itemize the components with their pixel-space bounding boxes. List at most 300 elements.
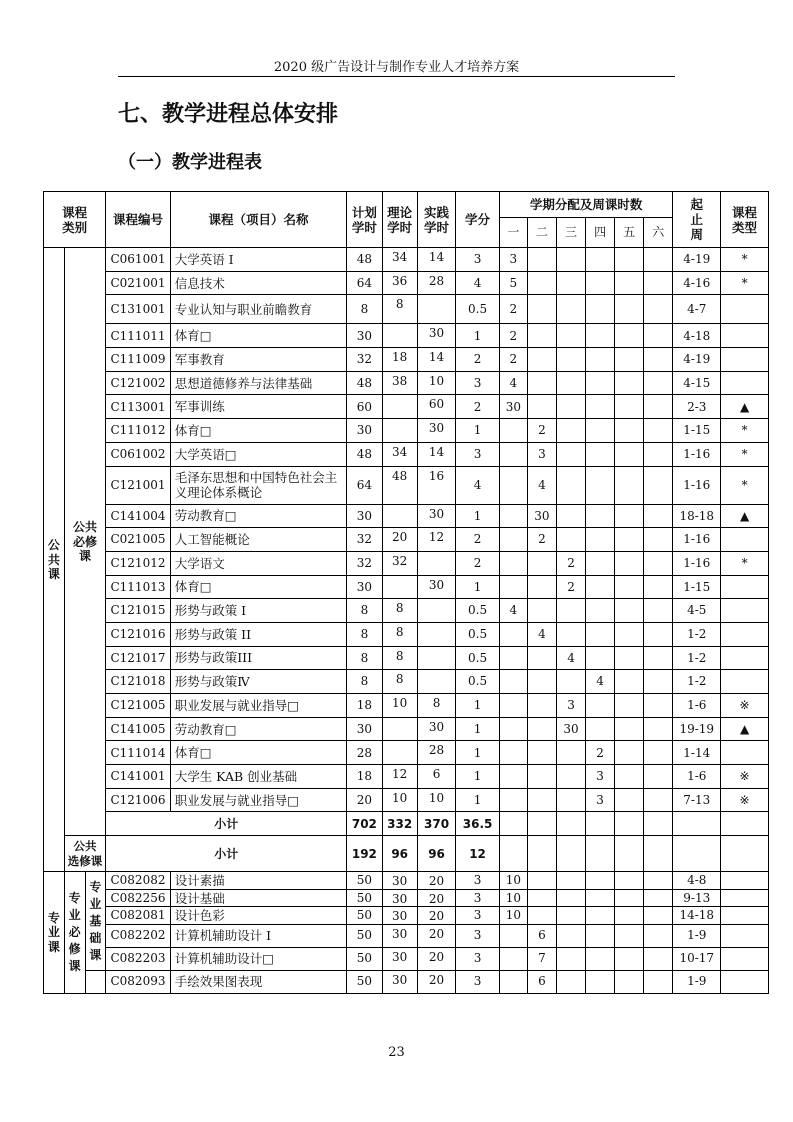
course-type-mark — [721, 599, 769, 623]
semester-hours — [586, 295, 615, 324]
course-type-mark: ▲ — [721, 395, 769, 419]
semester-hours: 6 — [527, 924, 556, 947]
header-practice-hours: 实践 学时 — [417, 192, 455, 248]
semester-hours — [556, 889, 585, 906]
course-name: 大学英语 I — [170, 248, 347, 272]
semester-hours — [644, 741, 673, 765]
theory-hours: 36 — [382, 271, 417, 295]
semester-hours — [556, 670, 585, 694]
week-range: 2-3 — [673, 395, 721, 419]
course-type-mark — [721, 528, 769, 552]
semester-hours — [615, 970, 644, 993]
week-range: 1-6 — [673, 765, 721, 789]
table-row — [44, 646, 769, 670]
course-name: 信息技术 — [170, 271, 347, 295]
category-major: 专 业 课 — [44, 872, 65, 993]
semester-hours — [615, 419, 644, 443]
course-type-mark — [721, 924, 769, 947]
theory-hours: 8 — [382, 622, 417, 646]
course-name: 大学生 KAB 创业基础 — [170, 765, 347, 789]
practice-hours — [417, 670, 455, 694]
theory-hours: 30 — [382, 907, 417, 924]
teaching-schedule-table — [43, 191, 769, 994]
course-code: C061002 — [106, 442, 170, 466]
theory-hours: 12 — [382, 765, 417, 789]
course-code: C082203 — [106, 947, 170, 970]
practice-hours: 28 — [417, 741, 455, 765]
practice-hours: 14 — [417, 442, 455, 466]
semester-hours — [586, 248, 615, 272]
practice-hours — [417, 622, 455, 646]
semester-hours — [615, 442, 644, 466]
header-course-type: 课程 类型 — [721, 192, 769, 248]
course-name: 形势与政策III — [170, 646, 347, 670]
course-code: C121015 — [106, 599, 170, 623]
practice-hours: 30 — [417, 324, 455, 348]
semester-hours — [615, 395, 644, 419]
course-name: 体育□ — [170, 324, 347, 348]
credit: 1 — [456, 504, 500, 528]
semester-hours — [644, 466, 673, 504]
week-range: 4-18 — [673, 324, 721, 348]
plan-hours: 50 — [347, 889, 382, 906]
semester-hours — [644, 889, 673, 906]
week-range: 1-15 — [673, 419, 721, 443]
semester-hours — [527, 907, 556, 924]
table-row — [44, 947, 769, 970]
credit: 0.5 — [456, 295, 500, 324]
semester-hours — [499, 717, 527, 741]
week-range: 4-19 — [673, 248, 721, 272]
semester-hours — [499, 970, 527, 993]
semester-hours — [586, 419, 615, 443]
week-range: 9-13 — [673, 889, 721, 906]
practice-hours: 30 — [417, 575, 455, 599]
semester-hours — [527, 348, 556, 372]
course-code: C082082 — [106, 872, 170, 889]
running-header: 2020 级广告设计与制作专业人才培养方案 — [273, 60, 520, 75]
week-range: 14-18 — [673, 907, 721, 924]
semester-hours — [615, 788, 644, 812]
course-type-mark — [721, 646, 769, 670]
semester-hours: 10 — [499, 872, 527, 889]
credit: 3 — [456, 442, 500, 466]
semester-hours — [615, 947, 644, 970]
credit: 3 — [456, 248, 500, 272]
semester-hours — [556, 872, 585, 889]
semester-hours — [615, 741, 644, 765]
course-code: C121001 — [106, 466, 170, 504]
theory-hours — [382, 575, 417, 599]
semester-hours — [586, 575, 615, 599]
course-type-mark: * — [721, 551, 769, 575]
plan-hours: 50 — [347, 907, 382, 924]
plan-hours: 48 — [347, 442, 382, 466]
practice-hours: 20 — [417, 970, 455, 993]
theory-hours: 20 — [382, 528, 417, 552]
theory-hours: 8 — [382, 646, 417, 670]
table-row — [44, 694, 769, 718]
semester-hours — [586, 348, 615, 372]
course-type-mark — [721, 575, 769, 599]
practice-hours: 30 — [417, 419, 455, 443]
theory-hours: 32 — [382, 551, 417, 575]
credit: 3 — [456, 872, 500, 889]
course-type-mark — [721, 295, 769, 324]
credit: 4 — [456, 271, 500, 295]
week-range: 1-16 — [673, 442, 721, 466]
theory-hours — [382, 324, 417, 348]
semester-hours — [556, 442, 585, 466]
semester-hours — [615, 371, 644, 395]
week-range: 19-19 — [673, 717, 721, 741]
semester-hours — [499, 622, 527, 646]
semester-hours — [586, 271, 615, 295]
credit: 0.5 — [456, 646, 500, 670]
course-name: 设计素描 — [170, 872, 347, 889]
semester-hours — [615, 575, 644, 599]
semester-hours — [556, 788, 585, 812]
course-code: C113001 — [106, 395, 170, 419]
course-type-mark: ※ — [721, 788, 769, 812]
semester-hours: 6 — [527, 970, 556, 993]
semester-hours — [527, 646, 556, 670]
table-row — [44, 395, 769, 419]
semester-hours — [527, 765, 556, 789]
course-code: C141004 — [106, 504, 170, 528]
plan-hours: 30 — [347, 324, 382, 348]
semester-hours — [615, 271, 644, 295]
practice-hours — [417, 599, 455, 623]
plan-hours: 50 — [347, 872, 382, 889]
course-code: C121005 — [106, 694, 170, 718]
course-name: 职业发展与就业指导□ — [170, 788, 347, 812]
table-row — [44, 419, 769, 443]
elective-subtotal-credit: 12 — [456, 836, 500, 872]
semester-hours — [586, 599, 615, 623]
semester-hours — [644, 646, 673, 670]
theory-hours: 34 — [382, 248, 417, 272]
semester-hours: 30 — [499, 395, 527, 419]
practice-hours: 10 — [417, 788, 455, 812]
semester-hours — [556, 295, 585, 324]
semester-hours — [527, 575, 556, 599]
semester-hours — [644, 551, 673, 575]
week-range: 1-2 — [673, 670, 721, 694]
section-title: 七、教学进程总体安排 — [118, 102, 339, 127]
semester-hours: 3 — [499, 248, 527, 272]
semester-hours — [499, 788, 527, 812]
semester-hours — [499, 765, 527, 789]
semester-hours — [644, 295, 673, 324]
semester-hours — [644, 717, 673, 741]
elective-subtotal-plan: 192 — [347, 836, 382, 872]
practice-hours: 20 — [417, 872, 455, 889]
course-code: C021005 — [106, 528, 170, 552]
week-range: 7-13 — [673, 788, 721, 812]
course-name: 设计色彩 — [170, 907, 347, 924]
semester-hours — [527, 248, 556, 272]
semester-hours — [586, 694, 615, 718]
semester-hours: 4 — [499, 599, 527, 623]
semester-hours — [615, 528, 644, 552]
course-name: 劳动教育□ — [170, 717, 347, 741]
semester-hours — [586, 466, 615, 504]
course-type-mark: ▲ — [721, 717, 769, 741]
course-code: C111011 — [106, 324, 170, 348]
course-name: 形势与政策 II — [170, 622, 347, 646]
course-name: 设计基础 — [170, 889, 347, 906]
practice-hours: 20 — [417, 947, 455, 970]
course-name: 专业认知与职业前瞻教育 — [170, 295, 347, 324]
week-range: 18-18 — [673, 504, 721, 528]
course-name: 大学语文 — [170, 551, 347, 575]
semester-hours — [499, 694, 527, 718]
practice-hours: 14 — [417, 348, 455, 372]
practice-hours: 6 — [417, 765, 455, 789]
semester-hours — [644, 947, 673, 970]
course-type-mark — [721, 348, 769, 372]
subtotal-theory: 332 — [382, 812, 417, 836]
theory-hours — [382, 419, 417, 443]
table-row — [44, 248, 769, 272]
plan-hours: 64 — [347, 466, 382, 504]
course-code: C082093 — [106, 970, 170, 993]
semester-hours — [499, 504, 527, 528]
semester-hours: 3 — [586, 788, 615, 812]
semester-hours — [644, 907, 673, 924]
category-public-elective: 公共 选修课 — [64, 836, 106, 872]
table-row — [44, 907, 769, 924]
semester-hours — [527, 741, 556, 765]
semester-hours — [527, 551, 556, 575]
semester-hours — [615, 924, 644, 947]
week-range: 1-9 — [673, 924, 721, 947]
theory-hours: 30 — [382, 970, 417, 993]
header-semester-2: 二 — [527, 218, 556, 248]
theory-hours: 8 — [382, 670, 417, 694]
header-semester-group: 学期分配及周课时数 — [499, 192, 673, 218]
table-row — [44, 765, 769, 789]
credit: 3 — [456, 947, 500, 970]
plan-hours: 8 — [347, 670, 382, 694]
semester-hours: 7 — [527, 947, 556, 970]
credit: 3 — [456, 889, 500, 906]
credit: 0.5 — [456, 599, 500, 623]
plan-hours: 30 — [347, 575, 382, 599]
semester-hours — [644, 694, 673, 718]
credit: 0.5 — [456, 670, 500, 694]
credit: 0.5 — [456, 622, 500, 646]
practice-hours: 20 — [417, 889, 455, 906]
course-code: C082202 — [106, 924, 170, 947]
elective-subtotal-practice: 96 — [417, 836, 455, 872]
credit: 3 — [456, 907, 500, 924]
semester-hours — [615, 694, 644, 718]
course-code: C021001 — [106, 271, 170, 295]
semester-hours — [615, 295, 644, 324]
theory-hours: 30 — [382, 872, 417, 889]
table-row — [44, 970, 769, 993]
semester-hours: 4 — [556, 646, 585, 670]
header-semester-6: 六 — [644, 218, 673, 248]
theory-hours: 30 — [382, 947, 417, 970]
week-range: 1-9 — [673, 970, 721, 993]
credit: 3 — [456, 970, 500, 993]
semester-hours — [586, 970, 615, 993]
semester-hours: 5 — [499, 271, 527, 295]
course-type-mark — [721, 670, 769, 694]
plan-hours: 30 — [347, 504, 382, 528]
credit: 4 — [456, 466, 500, 504]
table-row — [44, 348, 769, 372]
table-row — [44, 504, 769, 528]
semester-hours — [615, 248, 644, 272]
table-row — [44, 599, 769, 623]
header-semester-1: 一 — [499, 218, 527, 248]
course-type-mark: * — [721, 248, 769, 272]
semester-hours — [586, 622, 615, 646]
table-row — [44, 622, 769, 646]
semester-hours — [586, 947, 615, 970]
semester-hours — [615, 907, 644, 924]
semester-hours — [527, 599, 556, 623]
elective-subtotal-theory: 96 — [382, 836, 417, 872]
course-name: 手绘效果图表现 — [170, 970, 347, 993]
course-name: 形势与政策Ⅳ — [170, 670, 347, 694]
semester-hours — [527, 395, 556, 419]
semester-hours — [586, 442, 615, 466]
semester-hours: 2 — [527, 419, 556, 443]
course-name: 计算机辅助设计 I — [170, 924, 347, 947]
course-type-mark — [721, 324, 769, 348]
header-rule — [118, 76, 675, 77]
semester-hours — [586, 371, 615, 395]
plan-hours: 8 — [347, 646, 382, 670]
semester-hours — [644, 528, 673, 552]
semester-hours — [527, 271, 556, 295]
plan-hours: 60 — [347, 395, 382, 419]
course-type-mark: * — [721, 419, 769, 443]
plan-hours: 20 — [347, 788, 382, 812]
course-name: 大学英语□ — [170, 442, 347, 466]
course-type-mark: * — [721, 466, 769, 504]
week-range: 1-16 — [673, 528, 721, 552]
theory-hours: 18 — [382, 348, 417, 372]
course-code: C121018 — [106, 670, 170, 694]
category-public-required: 公共 必修 课 — [64, 248, 106, 836]
course-name: 职业发展与就业指导□ — [170, 694, 347, 718]
course-code: C121016 — [106, 622, 170, 646]
week-range: 1-14 — [673, 741, 721, 765]
semester-hours — [556, 419, 585, 443]
semester-hours — [499, 924, 527, 947]
practice-hours: 28 — [417, 271, 455, 295]
practice-hours: 20 — [417, 924, 455, 947]
course-code: C141001 — [106, 765, 170, 789]
semester-hours — [556, 947, 585, 970]
semester-hours — [615, 872, 644, 889]
course-name: 劳动教育□ — [170, 504, 347, 528]
table-row — [44, 575, 769, 599]
header-semester-4: 四 — [586, 218, 615, 248]
semester-hours — [586, 872, 615, 889]
week-range: 4-16 — [673, 271, 721, 295]
plan-hours: 32 — [347, 528, 382, 552]
semester-hours: 4 — [527, 466, 556, 504]
subtotal-plan: 702 — [347, 812, 382, 836]
course-type-mark — [721, 970, 769, 993]
course-code: C131001 — [106, 295, 170, 324]
subtotal-label: 小计 — [106, 812, 347, 836]
course-code: C121017 — [106, 646, 170, 670]
semester-hours: 4 — [586, 670, 615, 694]
semester-hours — [644, 872, 673, 889]
semester-hours — [499, 419, 527, 443]
week-range: 1-2 — [673, 622, 721, 646]
semester-hours — [586, 924, 615, 947]
week-range: 4-5 — [673, 599, 721, 623]
semester-hours — [586, 889, 615, 906]
week-range: 4-15 — [673, 371, 721, 395]
semester-hours — [615, 466, 644, 504]
week-range: 1-15 — [673, 575, 721, 599]
semester-hours — [556, 970, 585, 993]
practice-hours: 30 — [417, 504, 455, 528]
theory-hours — [382, 741, 417, 765]
semester-hours — [556, 324, 585, 348]
semester-hours: 3 — [527, 442, 556, 466]
semester-hours: 2 — [499, 295, 527, 324]
table-row — [44, 271, 769, 295]
semester-hours — [556, 741, 585, 765]
table-row — [44, 371, 769, 395]
semester-hours — [615, 551, 644, 575]
week-range: 1-2 — [673, 646, 721, 670]
semester-hours — [499, 466, 527, 504]
course-name: 体育□ — [170, 419, 347, 443]
credit: 2 — [456, 395, 500, 419]
semester-hours — [527, 670, 556, 694]
header-credit: 学分 — [456, 192, 500, 248]
header-plan-hours: 计划 学时 — [347, 192, 382, 248]
theory-hours: 30 — [382, 889, 417, 906]
week-range: 4-8 — [673, 872, 721, 889]
course-code: C061001 — [106, 248, 170, 272]
semester-hours: 30 — [556, 717, 585, 741]
theory-hours: 8 — [382, 295, 417, 324]
theory-hours: 10 — [382, 788, 417, 812]
course-type-mark — [721, 907, 769, 924]
plan-hours: 50 — [347, 947, 382, 970]
table-row — [44, 466, 769, 504]
plan-hours: 30 — [347, 717, 382, 741]
semester-hours — [615, 324, 644, 348]
table-row — [44, 717, 769, 741]
course-code: C111014 — [106, 741, 170, 765]
semester-hours — [556, 924, 585, 947]
semester-hours: 2 — [556, 551, 585, 575]
plan-hours: 18 — [347, 694, 382, 718]
semester-hours — [556, 599, 585, 623]
practice-hours: 16 — [417, 466, 455, 504]
semester-hours: 2 — [499, 324, 527, 348]
elective-subtotal-label: 小计 — [106, 836, 347, 872]
credit: 1 — [456, 575, 500, 599]
course-name: 军事训练 — [170, 395, 347, 419]
semester-hours — [615, 646, 644, 670]
plan-hours: 8 — [347, 622, 382, 646]
